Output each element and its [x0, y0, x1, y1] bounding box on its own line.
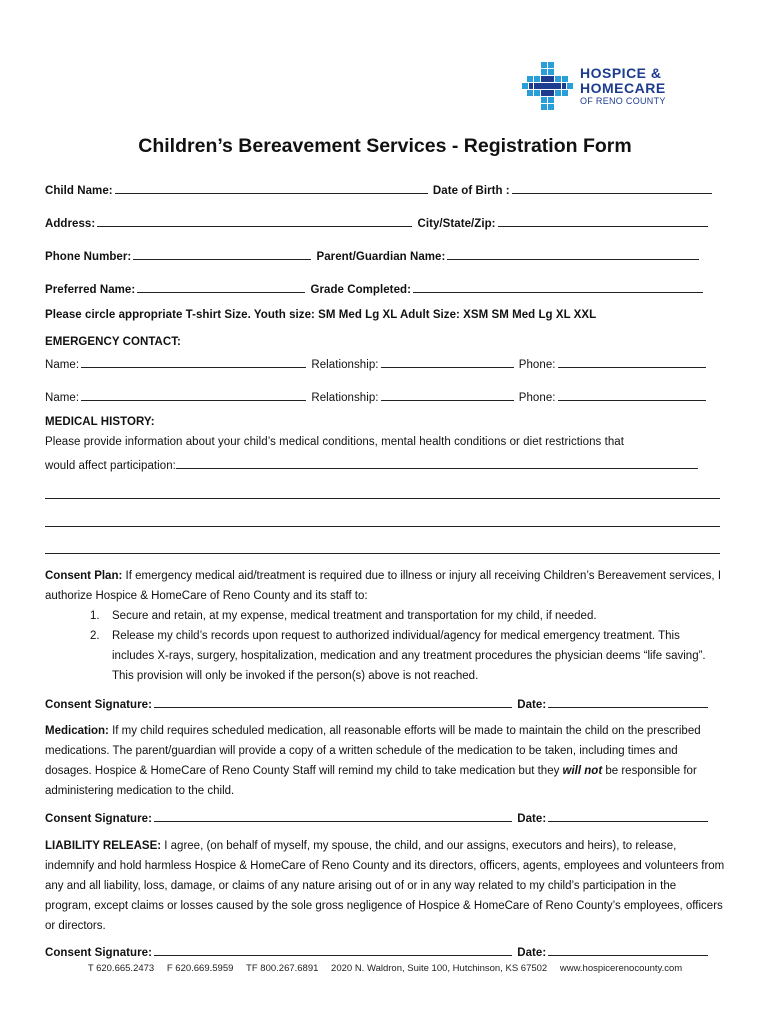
guardian-name-field[interactable] — [447, 248, 699, 260]
medical-history-line[interactable] — [45, 553, 720, 554]
dob-label: Date of Birth : — [432, 185, 510, 197]
preferred-row — [45, 281, 705, 296]
child-name-field[interactable] — [115, 182, 428, 194]
emergency-contact-row-1 — [45, 356, 708, 371]
signature-label: Consent Signature: — [45, 947, 152, 959]
contact-phone-field[interactable] — [558, 389, 706, 401]
medical-history-line[interactable] — [45, 526, 720, 527]
consent-plan-paragraph — [45, 566, 725, 606]
relationship-field[interactable] — [381, 356, 514, 368]
list-item — [90, 606, 725, 626]
emergency-contact-heading: EMERGENCY CONTACT: — [45, 336, 181, 348]
form-title: Children’s Bereavement Services - Registration Form — [138, 135, 632, 157]
date-field[interactable] — [548, 810, 708, 822]
contact-name-field[interactable] — [81, 356, 306, 368]
date-label: Date: — [517, 947, 547, 959]
medical-history-line[interactable] — [45, 498, 720, 499]
footer-tollfree: TF 800.267.6891 — [246, 963, 319, 974]
consent-signature-row — [45, 810, 710, 825]
liability-paragraph — [45, 836, 725, 936]
signature-label: Consent Signature: — [45, 813, 152, 825]
relationship-label: Relationship: — [311, 359, 379, 371]
date-label: Date: — [517, 699, 547, 711]
footer-address: 2020 N. Waldron, Suite 100, Hutchinson, KS 67502 — [331, 963, 548, 974]
signature-field[interactable] — [154, 944, 512, 956]
liability-text: I agree, (on behalf of myself, my spouse, the child, and our assigns, executors and heirs), to release, indemnify and hold harmless Hospice & HomeCare of Reno County and its directors, officers, agents, employees and volunteers from any and all liability, loss, damage, or claims of any nature arising out of or in any way related to my child’s participation in the program, except claims or losses caused by the sole gross negligence of Hospice & HomeCare of Reno County’s employees, officers or directors. — [45, 840, 725, 932]
contact-name-field[interactable] — [81, 389, 306, 401]
consent-signature-row — [45, 696, 710, 711]
child-info-row — [45, 182, 714, 197]
organization-logo — [522, 62, 707, 112]
list-text: Release my child’s records upon request to authorized individual/agency for medical emergency treatment. This includes X-rays, surgery, hospitalization, medication and any treatment procedures the physician deems “life saving”. This provision will only be invoked if the person(s) above is not reached. — [112, 630, 706, 682]
participation-label: would affect participation: — [45, 460, 176, 472]
consent-signature-row — [45, 944, 710, 959]
date-field[interactable] — [548, 696, 708, 708]
logo-text-line3: OF RENO COUNTY — [580, 96, 666, 106]
phone-number-field[interactable] — [133, 248, 311, 260]
cross-logo-icon — [522, 62, 574, 112]
medication-emphasis: will not — [562, 765, 603, 777]
contact-phone-field[interactable] — [558, 356, 706, 368]
phone-row — [45, 248, 701, 263]
medical-history-heading: MEDICAL HISTORY: — [45, 416, 155, 428]
footer-fax: F 620.669.5959 — [166, 963, 234, 974]
footer-contact — [0, 963, 770, 974]
logo-text-line1: HOSPICE & — [580, 65, 662, 81]
footer-website[interactable]: www.hospicerenocounty.com — [559, 963, 683, 974]
phone-number-label: Phone Number: — [45, 251, 132, 263]
address-row — [45, 215, 710, 230]
signature-field[interactable] — [154, 696, 512, 708]
medication-paragraph — [45, 721, 725, 801]
date-label: Date: — [517, 813, 547, 825]
relationship-label: Relationship: — [311, 392, 379, 404]
medication-text-end: be responsible for administering medication to the child. — [45, 765, 697, 797]
medical-history-prompt — [45, 457, 698, 472]
dob-field[interactable] — [512, 182, 712, 194]
logo-text-line2: HOMECARE — [580, 80, 666, 96]
medication-text: If my child requires scheduled medication, all reasonable efforts will be made to maintain the child on the prescribed medications. The parent/guardian will provide a copy of a written schedule of the medication to be taken, including times and dosages. Hospice & HomeCare of Reno County Staff will remind my child to take medication but they — [45, 725, 701, 777]
child-name-label: Child Name: — [45, 185, 113, 197]
contact-phone-label: Phone: — [518, 359, 556, 371]
contact-name-label: Name: — [45, 392, 80, 404]
grade-completed-label: Grade Completed: — [310, 284, 411, 296]
medical-history-field[interactable] — [176, 457, 698, 469]
medication-label: Medication: — [45, 725, 109, 737]
preferred-name-field[interactable] — [137, 281, 305, 293]
medical-history-text: Please provide information about your child’s medical conditions, mental health conditions or diet restrictions that — [45, 436, 624, 448]
date-field[interactable] — [548, 944, 708, 956]
contact-name-label: Name: — [45, 359, 80, 371]
tshirt-size-row[interactable]: Please circle appropriate T-shirt Size. Youth size: SM Med Lg XL Adult Size: XSM SM Med Lg XL XXL — [45, 309, 597, 321]
address-field[interactable] — [97, 215, 412, 227]
list-item — [90, 626, 725, 686]
list-number: 1. — [90, 610, 100, 622]
consent-plan-label: Consent Plan: — [45, 570, 123, 582]
consent-list — [90, 606, 725, 686]
grade-completed-field[interactable] — [413, 281, 703, 293]
list-number: 2. — [90, 630, 100, 642]
city-state-zip-label: City/State/Zip: — [417, 218, 496, 230]
contact-phone-label: Phone: — [518, 392, 556, 404]
signature-label: Consent Signature: — [45, 699, 152, 711]
preferred-name-label: Preferred Name: — [45, 284, 136, 296]
emergency-contact-row-2 — [45, 389, 708, 404]
liability-label: LIABILITY RELEASE: — [45, 840, 162, 852]
list-text: Secure and retain, at my expense, medical treatment and transportation for my child, if needed. — [112, 610, 597, 622]
footer-telephone: T 620.665.2473 — [87, 963, 155, 974]
consent-plan-text: If emergency medical aid/treatment is required due to illness or injury all receiving Children’s Bereavement services, I authorize Hospice & HomeCare of Reno County and its staff to: — [45, 570, 722, 602]
signature-field[interactable] — [154, 810, 512, 822]
address-label: Address: — [45, 218, 96, 230]
relationship-field[interactable] — [381, 389, 514, 401]
city-state-zip-field[interactable] — [498, 215, 708, 227]
guardian-name-label: Parent/Guardian Name: — [316, 251, 446, 263]
